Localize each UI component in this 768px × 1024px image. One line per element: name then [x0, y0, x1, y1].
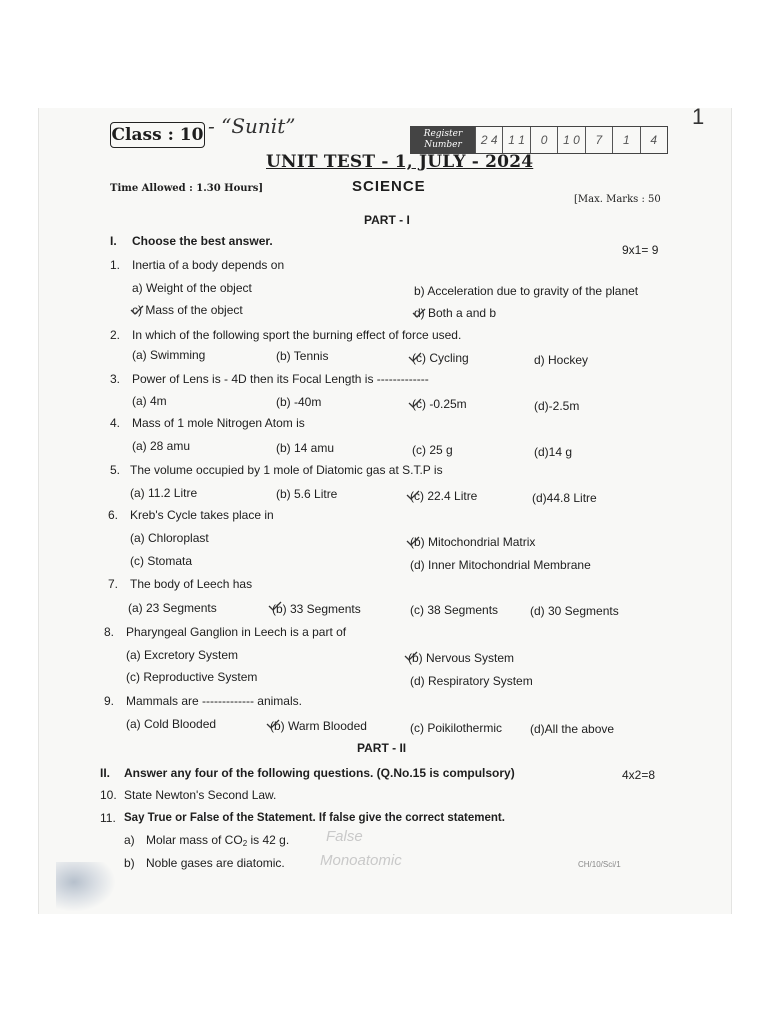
answer-option: (c) 22.4 Litre	[410, 489, 478, 503]
answer-option: (d)14 g	[534, 445, 573, 459]
handwritten-name: - “Sunit”	[208, 114, 296, 138]
sub-question-text-part: Molar mass of CO	[146, 833, 243, 847]
subscript: 2	[242, 839, 248, 848]
sub-question-label: b)	[124, 856, 135, 870]
class-label: Class : 10	[110, 122, 205, 148]
question-number: 3.	[110, 372, 121, 386]
section-instruction: Choose the best answer.	[132, 234, 273, 248]
register-digit: 0	[530, 127, 557, 153]
answer-option: (a) 11.2 Litre	[130, 486, 198, 500]
question-number: 8.	[104, 625, 115, 639]
answer-option: d) Both a and b	[414, 306, 497, 320]
answer-option: (d)All the above	[530, 722, 615, 736]
answer-option: (c) 25 g	[412, 443, 453, 457]
time-allowed: Time Allowed : 1.30 Hours]	[110, 183, 264, 194]
faint-handwriting: Monoatomic	[320, 852, 402, 869]
question-number: 9.	[104, 694, 115, 708]
section-number: II.	[100, 766, 111, 780]
question-text: State Newton's Second Law.	[124, 788, 277, 802]
question-number: 6.	[108, 508, 119, 522]
question-text: Pharyngeal Ganglion in Leech is a part of	[126, 625, 347, 639]
answer-option: (a) 23 Segments	[128, 601, 217, 615]
faint-handwriting: False	[326, 828, 363, 845]
answer-option: (b) 5.6 Litre	[276, 487, 338, 501]
register-number-box	[410, 126, 668, 154]
scan-smudge	[56, 862, 116, 912]
page-stamp: CH/10/Sci/1	[578, 860, 621, 869]
register-digit: 4	[640, 127, 667, 153]
question-text: Inertia of a body depends on	[132, 258, 285, 272]
subject-heading: SCIENCE	[352, 178, 426, 195]
register-digit: 7	[585, 127, 612, 153]
question-text: Mammals are ------------- animals.	[126, 694, 302, 708]
answer-option: (b) Warm Blooded	[270, 719, 367, 733]
question-number: 7.	[108, 577, 119, 591]
answer-option: (c) Stomata	[130, 554, 193, 568]
answer-option: (a) Swimming	[132, 348, 206, 362]
answer-option: (b) 14 amu	[276, 441, 335, 455]
register-digit: 1	[612, 127, 639, 153]
section-instruction: Answer any four of the following questions. (Q.No.15 is compulsory)	[124, 766, 515, 780]
answer-option: (c) 38 Segments	[410, 603, 499, 617]
question-text: Say True or False of the Statement. If false give the correct statement.	[124, 812, 505, 824]
answer-option: (a) 4m	[132, 394, 167, 408]
answer-option: (a) Cold Blooded	[126, 717, 217, 731]
question-number: 10.	[100, 788, 117, 802]
question-number: 2.	[110, 328, 121, 342]
part-2-heading: PART - II	[357, 741, 407, 755]
question-text: The body of Leech has	[130, 577, 253, 591]
answer-option: (d) 30 Segments	[530, 604, 619, 618]
answer-option: (b) Nervous System	[408, 651, 515, 665]
answer-option: a) Weight of the object	[132, 281, 252, 295]
answer-option: (b) 33 Segments	[272, 602, 361, 616]
answer-option: d) Hockey	[534, 353, 589, 367]
answer-option: (c) Reproductive System	[126, 670, 258, 684]
question-number: 1.	[110, 258, 121, 272]
question-text: Mass of 1 mole Nitrogen Atom is	[132, 416, 305, 430]
answer-option: (a) 28 amu	[132, 439, 191, 453]
register-digit: 2 4	[475, 127, 502, 153]
sub-question-text: Noble gases are diatomic.	[146, 856, 285, 870]
question-number: 5.	[110, 463, 121, 477]
answer-option: (a) Excretory System	[126, 648, 239, 662]
sub-question-text-part: is 42 g.	[247, 833, 290, 847]
max-marks: [Max. Marks : 50	[574, 194, 661, 205]
answer-option: (c) -0.25m	[412, 397, 467, 411]
answer-option: c) Mass of the object	[132, 303, 243, 317]
section-number: I.	[110, 234, 117, 248]
answer-option: (a) Chloroplast	[130, 531, 209, 545]
question-number: 11.	[100, 811, 116, 825]
answer-option: (d)44.8 Litre	[532, 491, 597, 505]
question-text: Power of Lens is - 4D then its Focal Length is -------------	[132, 372, 429, 386]
page-number-mark: 1	[692, 104, 705, 129]
register-number-cells	[475, 127, 667, 153]
question-text: The volume occupied by 1 mole of Diatomic gas at S.T.P is	[130, 463, 443, 477]
register-digit: 1 0	[557, 127, 584, 153]
answer-option: (d) Inner Mitochondrial Membrane	[410, 558, 591, 572]
answer-option: (d)-2.5m	[534, 399, 580, 413]
exam-title: UNIT TEST - 1, JULY - 2024	[266, 152, 534, 172]
sub-question-text	[146, 833, 289, 847]
register-number-label: Register Number	[411, 127, 475, 153]
question-number: 4.	[110, 416, 121, 430]
register-digit: 1 1	[502, 127, 529, 153]
question-text: Kreb's Cycle takes place in	[130, 508, 274, 522]
question-text: In which of the following sport the burning effect of force used.	[132, 328, 462, 342]
answer-option: (b) Mitochondrial Matrix	[410, 535, 536, 549]
section-marks: 4x2=8	[622, 768, 656, 782]
answer-option: (b) -40m	[276, 395, 322, 409]
answer-option: (b) Tennis	[276, 349, 329, 363]
part-1-heading: PART - I	[364, 213, 410, 227]
sub-question-label: a)	[124, 833, 135, 847]
answer-option: (d) Respiratory System	[410, 674, 533, 688]
answer-option: (c) Poikilothermic	[410, 721, 503, 735]
section-marks: 9x1= 9	[622, 243, 659, 257]
answer-option: b) Acceleration due to gravity of the planet	[414, 284, 639, 298]
answer-option: (c) Cycling	[412, 351, 469, 365]
